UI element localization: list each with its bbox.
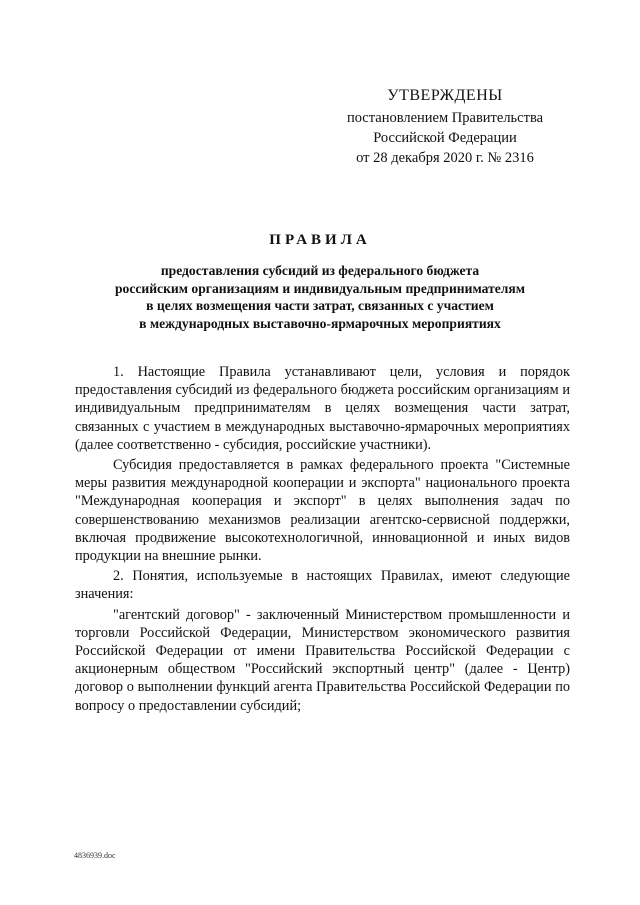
paragraph-3: 2. Понятия, используемые в настоящих Правилах, имеют следующие значения: [75, 568, 570, 603]
document-file-code: 4836939.doc [74, 851, 116, 860]
document-title: ПРАВИЛА [269, 232, 371, 248]
document-subtitle [60, 262, 580, 332]
approval-block [330, 86, 560, 168]
paragraph-1: 1. Настоящие Правила устанавливают цели, условия и порядок предоставления субсидий из федерального бюджета российским организациям и индивидуальным предпринимателям в целях возмещения части затрат, связанных с участием в международных выставочно-ярмарочных мероприятиях (далее соответственно - субсидия, российские участники). [75, 364, 570, 453]
subtitle-line-2: российским организациям и индивидуальным предпринимателям [114, 280, 526, 296]
approved-heading: УТВЕРЖДЕНЫ [387, 87, 503, 104]
subtitle-line-1: предоставления субсидий из федерального бюджета [160, 263, 480, 278]
paragraph-4: "агентский договор" - заключенный Министерством промышленности и торговли Российской Федерации, Министерством экономического развития Российской Федерации от имени Правительства Российской Федерации с акционерным обществом "Российский экспортный центр" (далее - Центр) договор о выполнении функций агента Правительства Российской Федерации по вопросу о предоставлении субсидий; [75, 606, 570, 714]
subtitle-line-3: в целях возмещения части затрат, связанных с участием [146, 298, 494, 313]
approval-line-1: постановлением Правительства [346, 110, 544, 126]
paragraph-2: Субсидия предоставляется в рамках федерального проекта "Системные меры развития международной кооперации и экспорта" национального проекта "Международная кооперация и экспорт" в целях выполнения задач по совершенствованию механизмов реализации агентско-сервисной поддержки, включая продвижение высокотехнологичной, инновационной и иных видов продукции на внешние рынки. [75, 457, 570, 565]
approval-line-2: Российской Федерации [373, 130, 517, 146]
document-body [75, 363, 570, 717]
subtitle-line-4: в международных выставочно-ярмарочных мероприятиях [139, 315, 501, 331]
approval-line-3: от 28 декабря 2020 г. № 2316 [356, 150, 534, 166]
